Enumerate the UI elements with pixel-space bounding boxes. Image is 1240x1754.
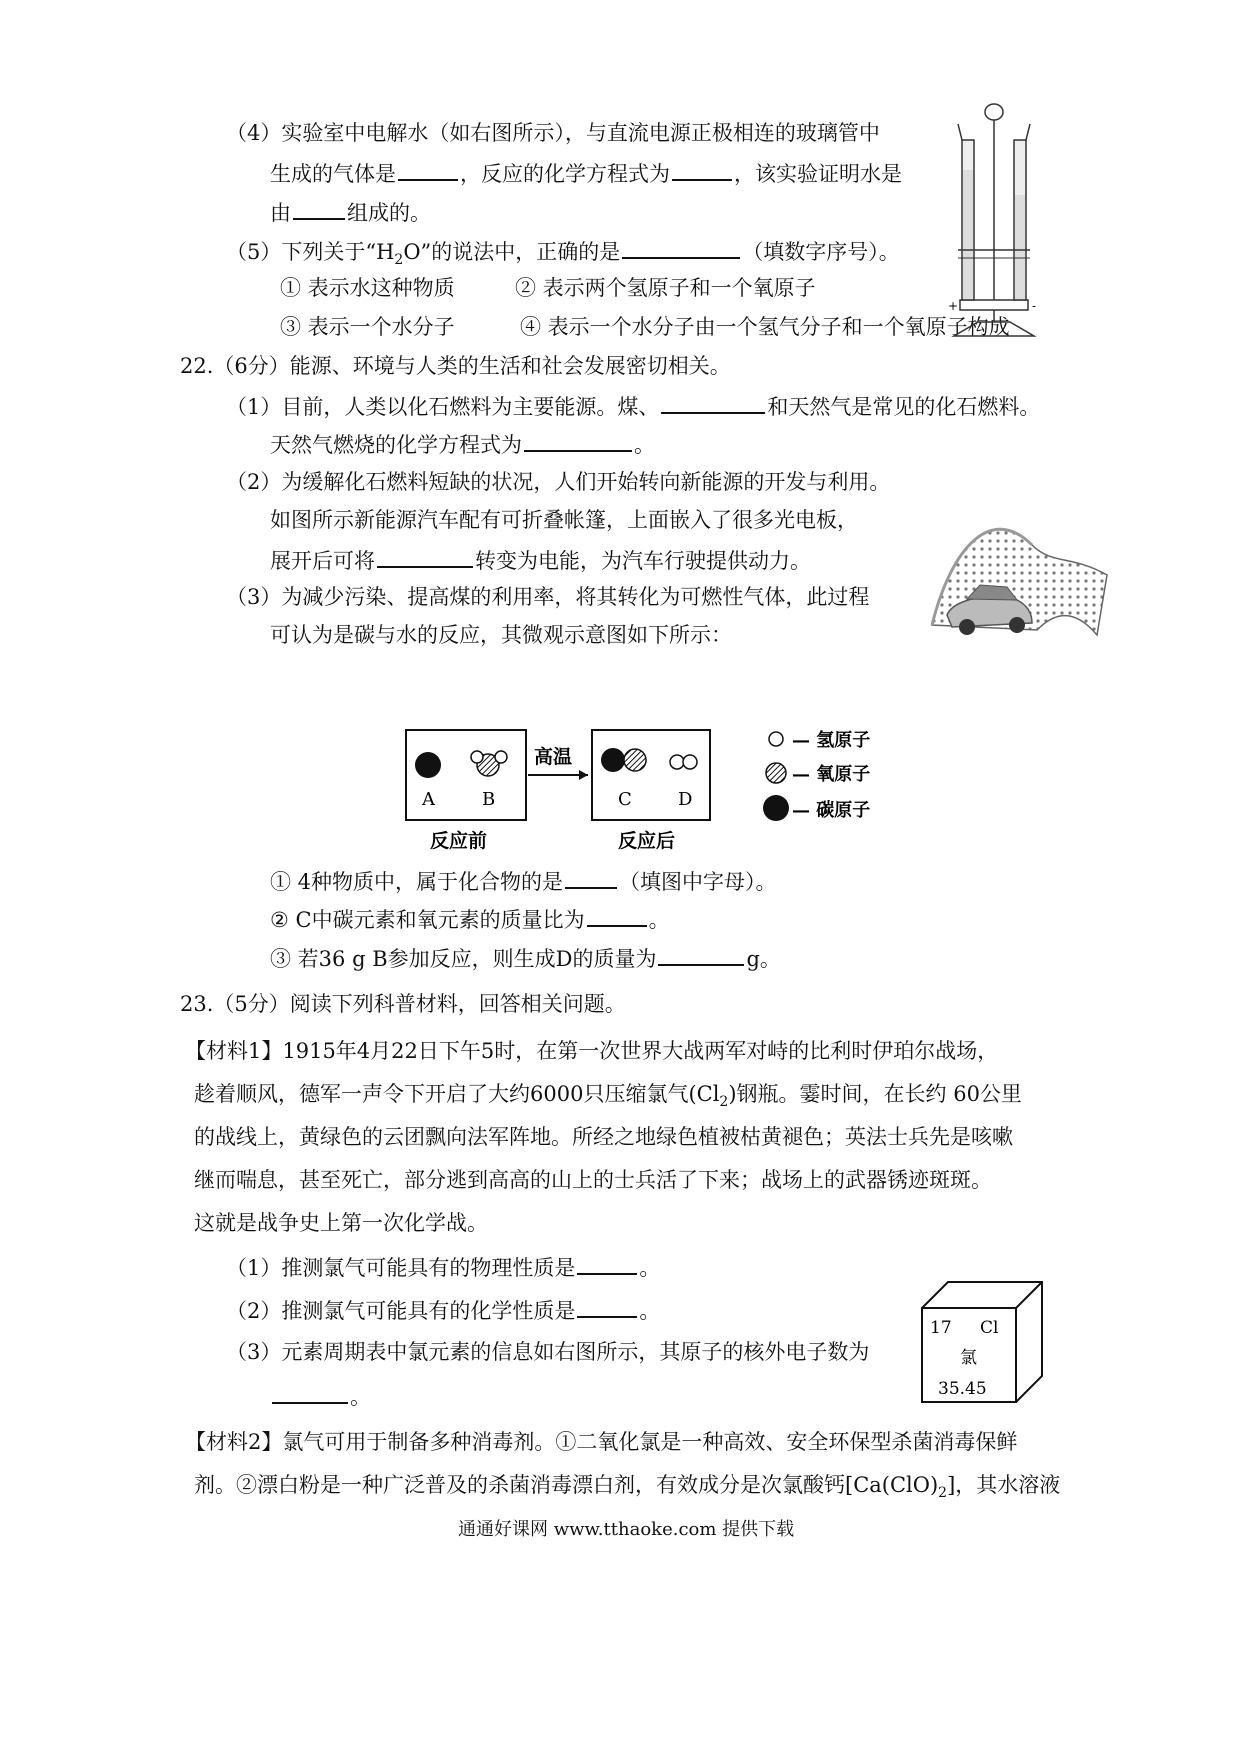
answer-blank[interactable]: [565, 865, 617, 889]
reaction-condition: 高温: [534, 746, 573, 768]
answer-blank[interactable]: [272, 1380, 348, 1404]
atomic-number: 17: [930, 1318, 952, 1338]
text: ]，其水溶液: [947, 1473, 1061, 1497]
text: 生成的气体是: [270, 162, 396, 186]
text: 天然气燃烧的化学方程式为: [270, 433, 522, 457]
text: 组成的。: [347, 201, 431, 225]
text: 由: [270, 201, 291, 225]
q23-material1-line1: 【材料1】1915年4月22日下午5时，在第一次世界大战两军对峙的比利时伊珀尔战场，: [185, 1039, 999, 1063]
reaction-micro-diagram: [400, 720, 910, 850]
subscript: 2: [938, 1485, 948, 1502]
answer-blank[interactable]: [661, 390, 765, 414]
label-d: D: [678, 789, 693, 810]
q23-material1-line3: 的战线上，黄绿色的云团飘向法军阵地。所经之地绿色植被枯黄褪色；英法士兵先是咳嗽: [194, 1125, 1013, 1149]
carbon-atom-icon: [415, 752, 441, 778]
q22-sub3: [270, 942, 781, 974]
carbon-atom-icon: [601, 748, 625, 772]
answer-blank[interactable]: [398, 157, 458, 181]
text: ，反应的化学方程式为: [460, 162, 670, 186]
text: ① 4种物质中，属于化合物的是: [270, 870, 564, 894]
chlorine-element-card: [918, 1278, 1046, 1406]
q22-title: 22.（6分）能源、环境与人类的生活和社会发展密切相关。: [180, 354, 731, 378]
q22-part3-line2: 可认为是碳与水的反应，其微观示意图如下所示：: [270, 623, 732, 647]
legend-hydrogen-icon: [769, 732, 783, 746]
q23-material2-line1: 【材料2】氯气可用于制备多种消毒剂。①二氧化氯是一种高效、安全环保型杀菌消毒保鲜: [185, 1430, 1018, 1454]
q22-sub1: [270, 865, 777, 897]
oxygen-atom-icon: [624, 749, 646, 771]
arrow-head-icon: [579, 770, 588, 780]
q21-part4-line3: [270, 196, 431, 228]
q21-option-3: ③ 表示一个水分子: [280, 315, 455, 339]
legend-carbon-icon: [763, 795, 789, 821]
q21-part4-line1: （4）实验室中电解水（如右图所示），与直流电源正极相连的玻璃管中: [226, 121, 880, 145]
text: 转变为电能，为汽车行驶提供动力。: [475, 549, 811, 573]
q23-part3-line1: （3）元素周期表中氯元素的信息如右图所示，其原子的核外电子数为: [226, 1340, 870, 1364]
atomic-mass: 35.45: [938, 1379, 987, 1399]
hydrogen-atom-icon: [683, 755, 697, 769]
text: ，该实验证明水是: [734, 162, 902, 186]
text: （5）下列关于“H: [226, 240, 395, 264]
text: 展开后可将: [270, 549, 375, 573]
text: （填图中字母）。: [619, 870, 777, 894]
legend-oxygen: — 氧原子: [792, 764, 871, 785]
text: （1）目前，人类以化石燃料为主要能源。煤、: [226, 395, 660, 419]
q22-part2-line1: （2）为缓解化石燃料短缺的状况，人们开始转向新能源的开发与利用。: [226, 470, 891, 494]
element-name: 氯: [960, 1348, 977, 1368]
q21-option-1: ① 表示水这种物质: [280, 276, 455, 300]
answer-blank[interactable]: [672, 157, 732, 181]
text: 。: [648, 908, 670, 932]
legend-hydrogen: — 氢原子: [792, 730, 871, 751]
answer-blank[interactable]: [658, 942, 744, 966]
hydrogen-atom-icon: [495, 751, 507, 763]
q22-part1-line2: [270, 428, 655, 460]
solar-car-tent-figure: [922, 505, 1112, 645]
answer-blank[interactable]: [577, 1251, 637, 1275]
caption-after: 反应后: [618, 830, 676, 850]
text: 。: [634, 433, 655, 457]
q22-sub2: [270, 903, 670, 935]
label-c: C: [618, 789, 632, 810]
hydrogen-atom-icon: [471, 751, 483, 763]
q22-part2-line2: 如图所示新能源汽车配有可折叠帐篷，上面嵌入了很多光电板，: [270, 508, 858, 532]
q21-option-4: ④ 表示一个水分子由一个氢气分子和一个氧原子构成: [520, 315, 1010, 339]
legend-carbon: — 碳原子: [792, 800, 871, 821]
text: 趁着顺风，德军一声令下开启了大约6000只压缩氯气(Cl: [194, 1082, 720, 1106]
text: ③ 若36 g B参加反应，则生成D的质量为: [270, 947, 657, 971]
q23-part3-line2: [270, 1380, 371, 1412]
text: ② C中碳元素和氧元素的质量比为: [270, 908, 585, 932]
text: （1）推测氯气可能具有的物理性质是: [226, 1256, 576, 1280]
q21-option-2: ② 表示两个氢原子和一个氧原子: [515, 276, 816, 300]
text: 。: [350, 1385, 371, 1409]
text: 。: [639, 1299, 661, 1323]
subscript: 2: [394, 252, 404, 269]
text: )钢瓶。霎时间，在长约 60公里: [728, 1082, 1022, 1106]
hydrogen-atom-icon: [670, 755, 684, 769]
answer-blank[interactable]: [587, 903, 647, 927]
q22-part3-line1: （3）为减少污染、提高煤的利用率，将其转化为可燃性气体，此过程: [226, 585, 870, 609]
text: 剂。②漂白粉是一种广泛普及的杀菌消毒漂白剂，有效成分是次氯酸钙[Ca(ClO): [194, 1473, 939, 1497]
label-b: B: [482, 789, 496, 810]
answer-blank[interactable]: [622, 235, 740, 259]
legend-oxygen-icon: [766, 763, 786, 783]
text: g。: [746, 947, 781, 971]
answer-blank[interactable]: [377, 544, 473, 568]
text: 。: [639, 1256, 661, 1280]
answer-blank[interactable]: [524, 428, 632, 452]
text: O”的说法中，正确的是: [403, 240, 621, 264]
caption-before: 反应前: [430, 830, 488, 850]
svg-text:+: +: [948, 299, 959, 313]
text: 和天然气是常见的化石燃料。: [767, 395, 1041, 419]
q21-part4-line2: [270, 157, 902, 189]
svg-text:-: -: [1032, 299, 1037, 313]
page-footer: 通通好课网 www.tthaoke.com 提供下载: [458, 1519, 795, 1540]
subscript: 2: [719, 1094, 729, 1111]
text: （填数字序号）。: [742, 240, 900, 264]
answer-blank[interactable]: [293, 196, 345, 220]
q23-material1-line5: 这就是战争史上第一次化学战。: [194, 1211, 488, 1235]
q23-title: 23.（5分）阅读下列科普材料，回答相关问题。: [180, 992, 626, 1016]
q21-part5: [226, 235, 900, 275]
element-symbol: Cl: [980, 1318, 999, 1338]
label-a: A: [422, 789, 435, 810]
answer-blank[interactable]: [577, 1294, 637, 1318]
electrolysis-apparatus-figure: [948, 100, 1040, 340]
q23-material2-line2: [194, 1470, 1060, 1508]
text: （2）推测氯气可能具有的化学性质是: [226, 1299, 576, 1323]
q23-part2: [226, 1294, 660, 1326]
q22-part2-line3: [270, 544, 811, 576]
q23-material1-line2: [194, 1079, 1022, 1117]
q22-part1-line1: [226, 390, 1040, 422]
q23-part1: [226, 1251, 660, 1283]
q23-material1-line4: 继而喘息，甚至死亡，部分逃到高高的山上的士兵活了下来；战场上的武器锈迹斑斑。: [194, 1168, 992, 1192]
